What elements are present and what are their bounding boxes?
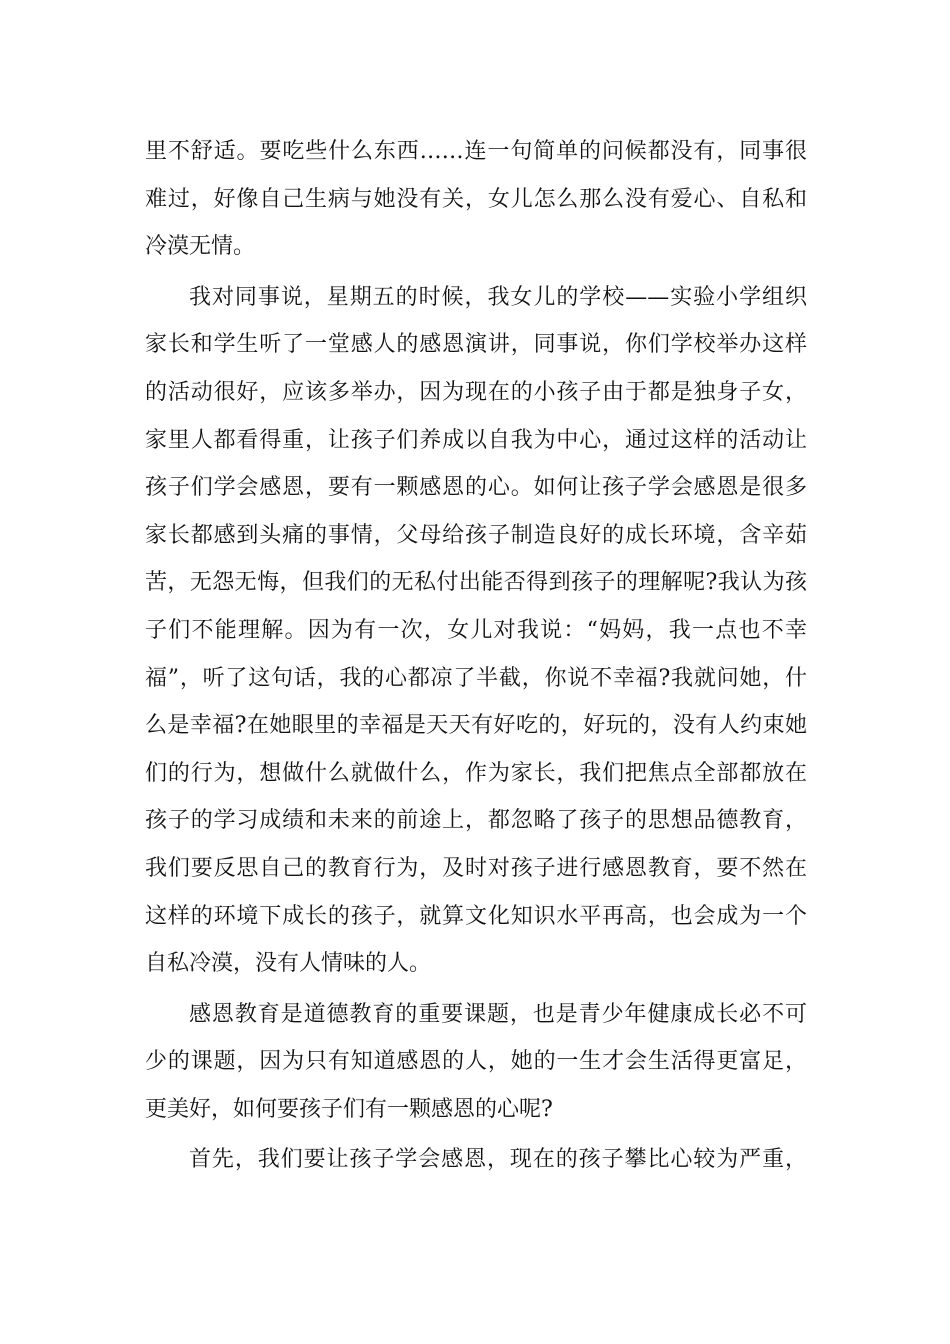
text-line: 这样的环境下成长的孩子，就算文化知识水平再高，也会成为一个 <box>145 903 807 929</box>
text-line: 冷漠无情。 <box>145 234 256 260</box>
text-line: 苦，无怨无悔，但我们的无私付出能否得到孩子的理解呢?我认为孩 <box>145 570 807 596</box>
text-line: 家里人都看得重，让孩子们养成以自我为中心，通过这样的活动让 <box>145 427 807 453</box>
text-line: 自私冷漠，没有人情味的人。 <box>145 951 432 977</box>
paragraph-gratitude-education <box>145 991 807 1134</box>
text-line: 里不舒适。要吃些什么东西……连一句简单的问候都没有，同事很 <box>145 139 807 164</box>
text-line: 孩子的学习成绩和未来的前途上，都忽略了孩子的思想品德教育， <box>145 808 807 834</box>
text-line: 更美好，如何要孩子们有一颗感恩的心呢? <box>145 1096 553 1122</box>
document-body <box>145 128 807 1187</box>
text-line: 家长都感到头痛的事情，父母给孩子制造良好的成长环境，含辛茹 <box>145 522 807 548</box>
text-line: 么是幸福?在她眼里的幸福是天天有好吃的，好玩的，没有人约束她 <box>145 713 807 739</box>
text-line: 的活动很好，应该多举办，因为现在的小孩子由于都是独身子女， <box>145 379 807 405</box>
text-line: 福”，听了这句话，我的心都凉了半截，你说不幸福?我就问她，什 <box>145 665 807 691</box>
paragraph-first-point <box>145 1136 807 1184</box>
text-line: 们的行为，想做什么就做什么，作为家长，我们把焦点全部都放在 <box>145 760 807 786</box>
text-line: 孩子们学会感恩，要有一颗感恩的心。如何让孩子学会感恩是很多 <box>145 475 807 501</box>
text-line: 家长和学生听了一堂感人的感恩演讲，同事说，你们学校举办这样 <box>145 332 807 358</box>
text-line: 难过，好像自己生病与她没有关，女儿怎么那么没有爱心、自私和 <box>145 186 807 212</box>
text-line: 少的课题，因为只有知道感恩的人，她的一生才会生活得更富足， <box>145 1049 807 1075</box>
text-line: 首先，我们要让孩子学会感恩，现在的孩子攀比心较为严重， <box>189 1147 807 1173</box>
text-line: 我对同事说，星期五的时候，我女儿的学校——实验小学组织 <box>189 284 807 310</box>
text-line: 感恩教育是道德教育的重要课题，也是青少年健康成长必不可 <box>189 1001 807 1027</box>
text-line: 子们不能理解。因为有一次，女儿对我说：“妈妈，我一点也不幸 <box>145 617 807 643</box>
text-line: 我们要反思自己的教育行为，及时对孩子进行感恩教育，要不然在 <box>145 855 807 881</box>
paragraph-colleague-conversation <box>145 274 807 988</box>
paragraph-continuation <box>145 128 807 271</box>
